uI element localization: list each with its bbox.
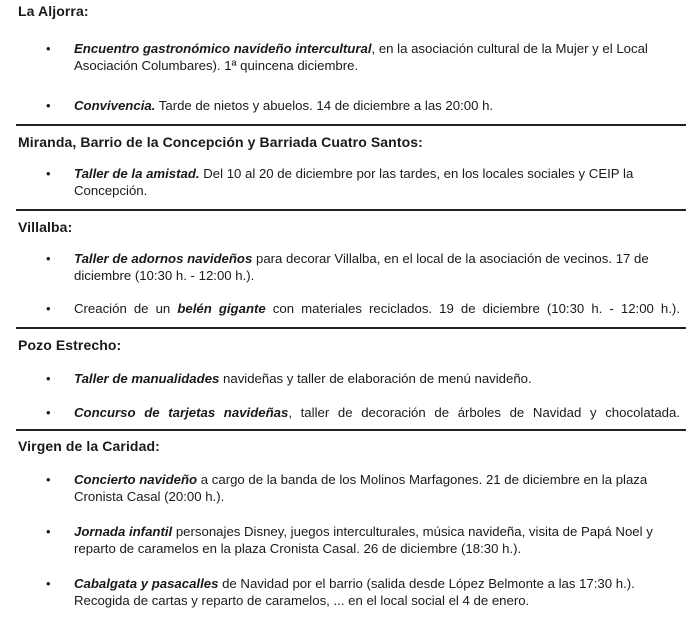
- section-heading: Pozo Estrecho:: [18, 337, 122, 353]
- section-heading: Villalba:: [18, 219, 73, 235]
- list-item: [18, 250, 684, 284]
- section-villalba: [18, 211, 684, 317]
- event-list: [18, 471, 684, 609]
- bullet-icon: •: [46, 251, 51, 266]
- bullet-icon: •: [46, 371, 51, 386]
- item-title: belén gigante: [177, 301, 266, 316]
- item-title: Jornada infantil: [74, 524, 173, 539]
- item-title: Taller de manualidades: [74, 371, 220, 386]
- item-text: , en la asociación cultural de la Mujer y el Local Asociación Columbares). 1ª quincena diciembre.: [74, 41, 648, 73]
- list-item: [18, 404, 684, 421]
- item-text: a cargo de la banda de los Molinos Marfagones. 21 de diciembre en la plaza Cronista Casal (20:00 h.).: [74, 472, 648, 504]
- list-item: [18, 370, 684, 387]
- section-miranda: [18, 126, 684, 199]
- section-heading: La Aljorra:: [18, 3, 89, 19]
- bullet-icon: •: [46, 576, 51, 591]
- item-text: con materiales reciclados. 19 de diciembre (10:30 h. - 12:00 h.).: [265, 301, 680, 316]
- item-title: Encuentro gastronómico navideño intercultural: [74, 41, 372, 56]
- event-list: [18, 370, 684, 421]
- section-virgen-de-la-caridad: [18, 431, 684, 609]
- item-lead: Creación de un: [74, 301, 178, 316]
- list-item: [18, 575, 684, 609]
- bullet-icon: •: [46, 524, 51, 539]
- event-list: [18, 165, 684, 199]
- bullet-icon: •: [46, 166, 51, 181]
- item-title: Taller de adornos navideños: [74, 251, 253, 266]
- item-text: Del 10 al 20 de diciembre por las tardes, en los locales sociales y CEIP la Concepción.: [74, 166, 634, 198]
- item-title: Concierto navideño: [74, 472, 198, 487]
- bullet-icon: •: [46, 405, 51, 420]
- item-text: navideñas y taller de elaboración de menú navideño.: [219, 371, 532, 386]
- item-title: Concurso de tarjetas navideñas: [74, 405, 289, 420]
- list-item: [18, 97, 684, 114]
- section-heading: Miranda, Barrio de la Concepción y Barriada Cuatro Santos:: [18, 134, 423, 150]
- section-pozo-estrecho: [18, 329, 684, 421]
- item-text: de Navidad por el barrio (salida desde López Belmonte a las 17:30 h.). Recogida de cartas y reparto de caramelos, ... en el local social el 4 de enero.: [74, 576, 635, 608]
- list-item: [18, 471, 684, 505]
- list-item: [18, 300, 684, 317]
- bullet-icon: •: [46, 472, 51, 487]
- bullet-icon: •: [46, 98, 51, 113]
- section-la-aljorra: [18, 0, 684, 114]
- item-text: Tarde de nietos y abuelos. 14 de diciembre a las 20:00 h.: [155, 98, 494, 113]
- bullet-icon: •: [46, 41, 51, 56]
- section-heading: Virgen de la Caridad:: [18, 438, 160, 454]
- item-text: para decorar Villalba, en el local de la asociación de vecinos. 17 de diciembre (10:30 h. - 12:00 h.).: [74, 251, 649, 283]
- item-text: personajes Disney, juegos interculturales, música navideña, visita de Papá Noel y reparto de caramelos en la plaza Cronista Casal. 26 de diciembre (18:30 h.).: [74, 524, 653, 556]
- item-title: Convivencia.: [74, 98, 156, 113]
- item-text: , taller de decoración de árboles de Navidad y chocolatada.: [288, 405, 680, 420]
- list-item: [18, 523, 684, 557]
- event-list: [18, 40, 684, 114]
- list-item: [18, 165, 684, 199]
- item-title: Cabalgata y pasacalles: [74, 576, 219, 591]
- bullet-icon: •: [46, 301, 51, 316]
- list-item: [18, 40, 684, 74]
- item-title: Taller de la amistad.: [74, 166, 200, 181]
- event-list: [18, 250, 684, 317]
